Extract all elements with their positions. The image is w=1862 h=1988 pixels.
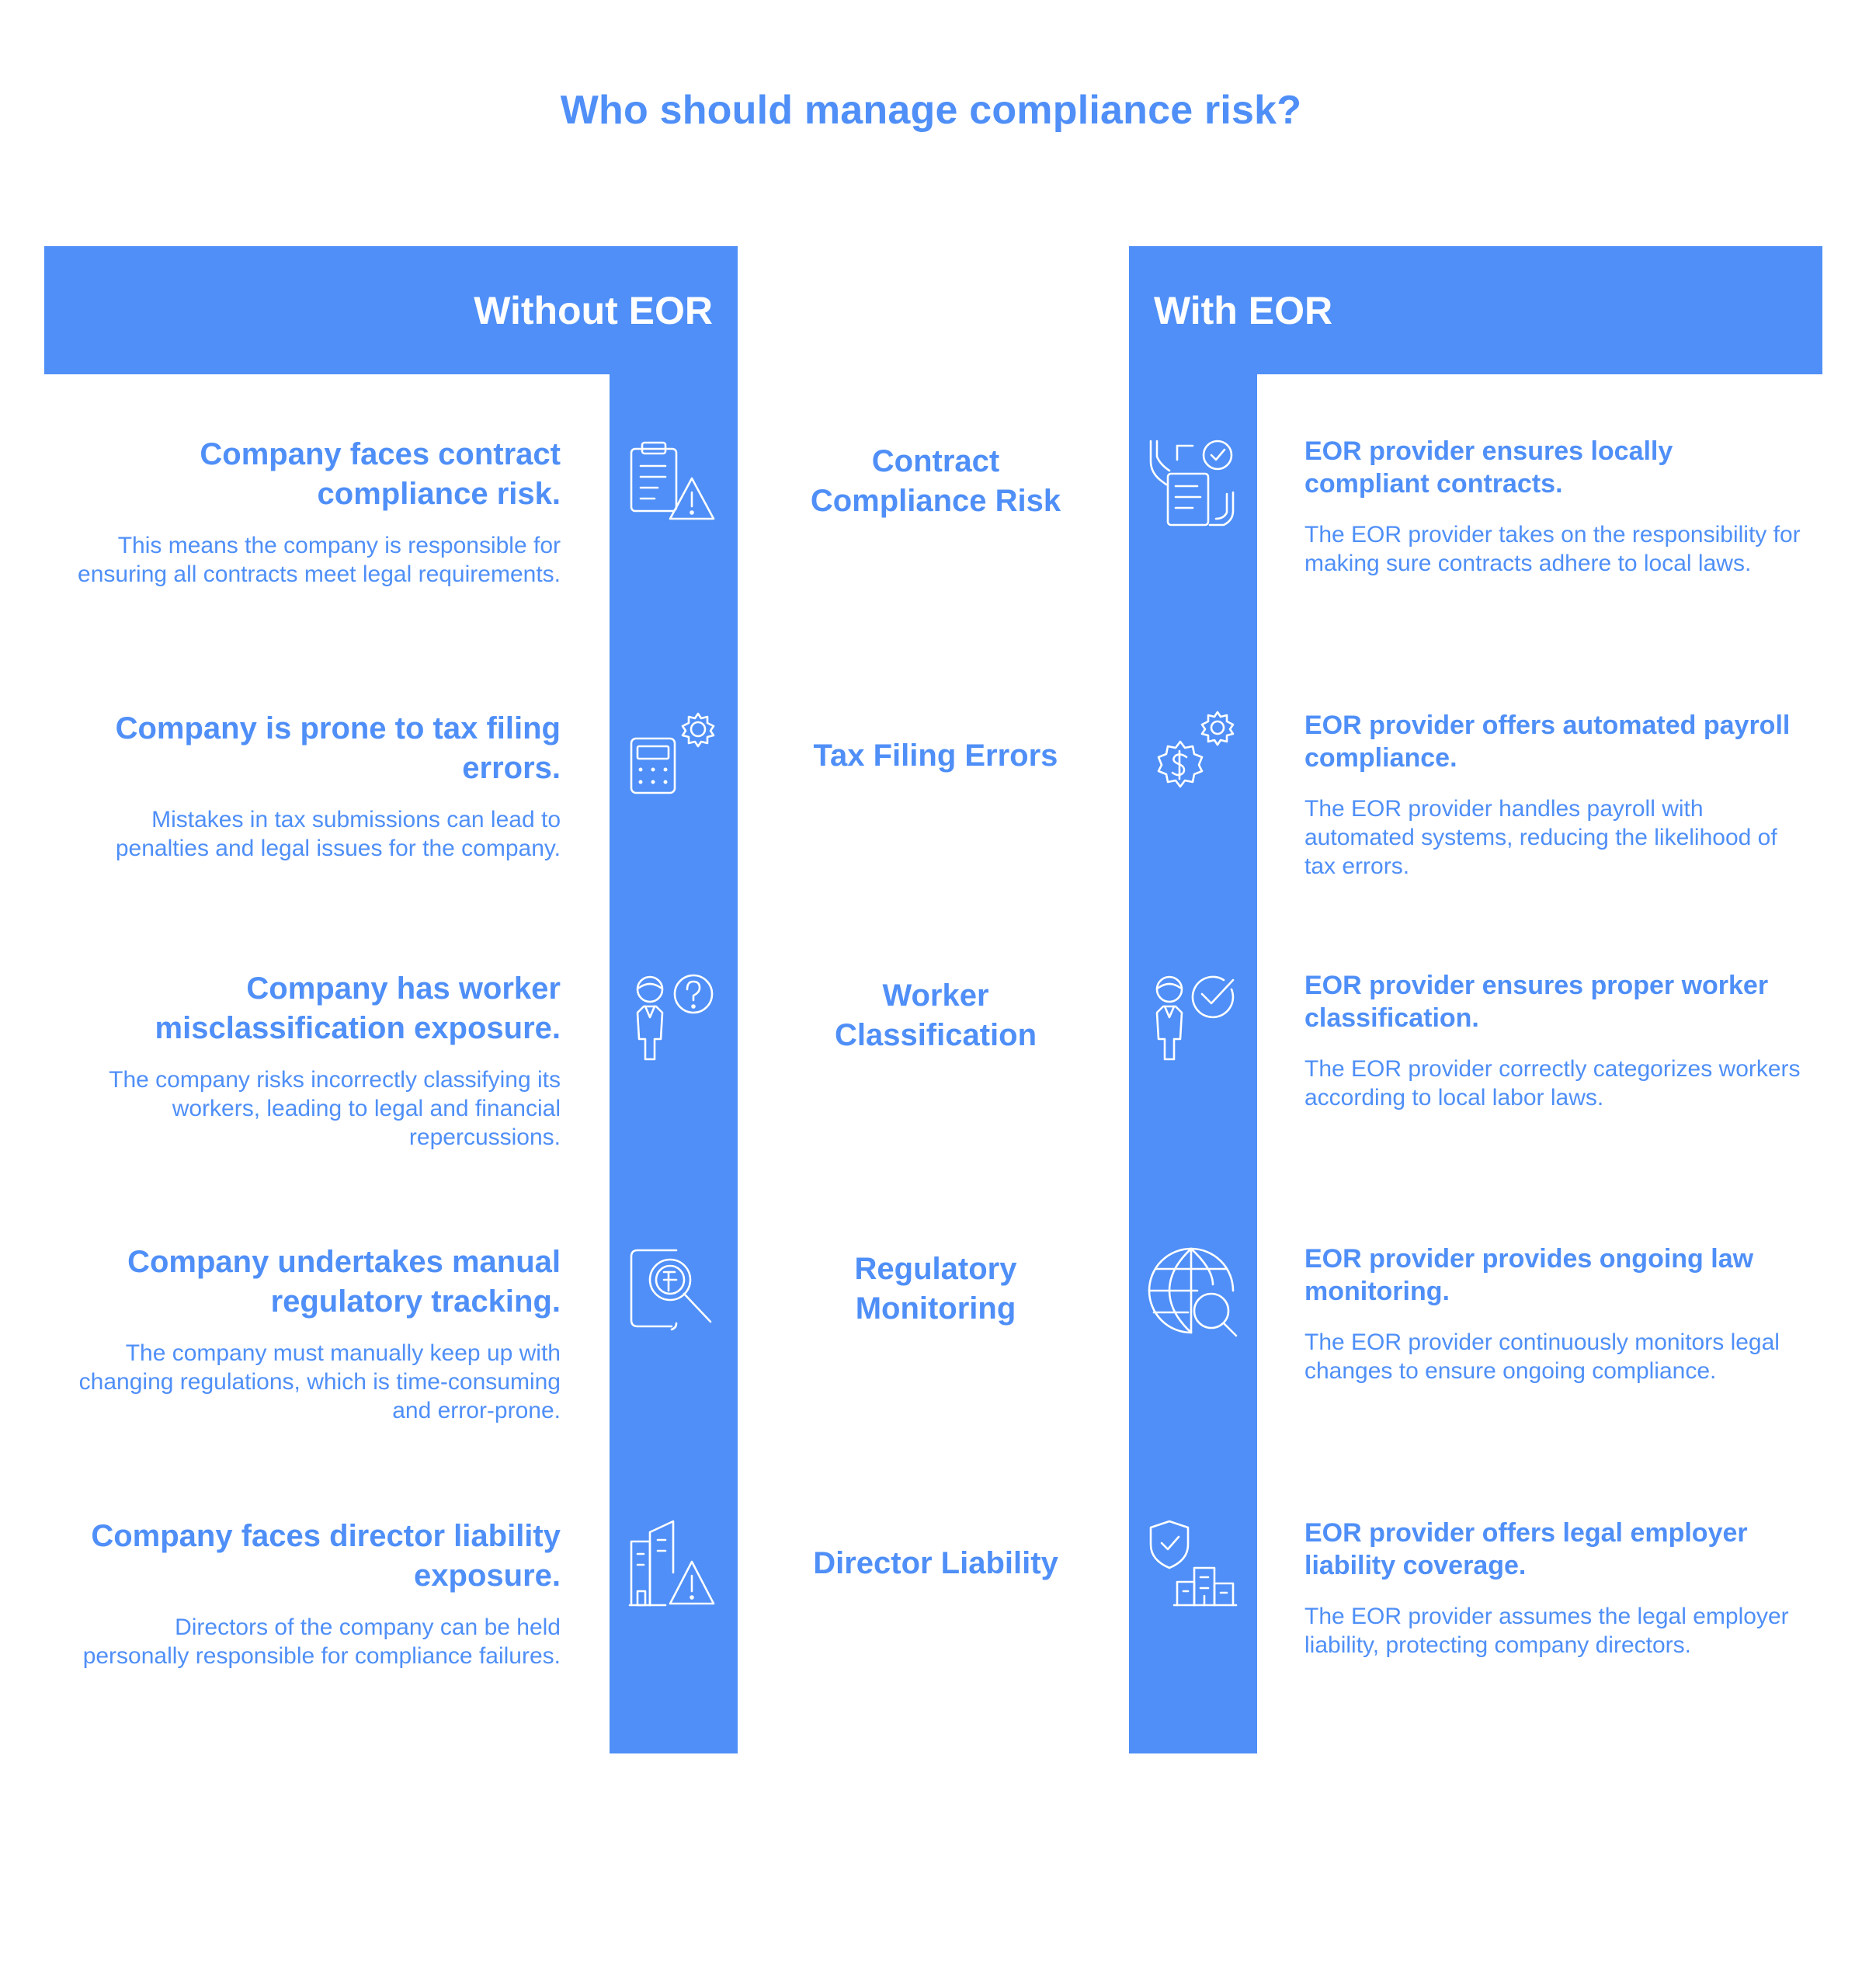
without-eor-item-title: Company faces director liability exposure. bbox=[91, 1519, 561, 1593]
without-eor-item-desc: Directors of the company can be held personally responsible for compliance failures. bbox=[82, 1614, 561, 1669]
without-eor-item-desc: Mistakes in tax submissions can lead to penalties and legal issues for the company. bbox=[115, 807, 561, 861]
without-eor-item-title: Company has worker misclassification exposure. bbox=[155, 971, 561, 1045]
hand-document-check-icon bbox=[1146, 438, 1239, 531]
worker-question-icon bbox=[627, 972, 720, 1065]
with-eor-item-desc: The EOR provider takes on the responsibility for making sure contracts adhere to local laws. bbox=[1304, 522, 1801, 576]
with-eor-item-desc: The EOR provider handles payroll with automated systems, reducing the likelihood of tax errors. bbox=[1304, 796, 1777, 879]
without-eor-item bbox=[70, 969, 561, 1152]
risk-category-label: Contract Compliance Risk bbox=[810, 444, 1061, 518]
worker-check-icon bbox=[1146, 972, 1239, 1065]
comparison-row-director bbox=[0, 1517, 1862, 1791]
without-eor-item-title: Company undertakes manual regulatory tracking. bbox=[127, 1245, 561, 1319]
without-eor-header-label: Without EOR bbox=[474, 288, 713, 332]
with-eor-item-desc: The EOR provider correctly categorizes workers according to local labor laws. bbox=[1304, 1056, 1801, 1110]
globe-search-icon bbox=[1146, 1246, 1239, 1339]
calculator-gear-icon bbox=[627, 707, 720, 801]
with-eor-header bbox=[1129, 246, 1822, 374]
with-eor-item-title: EOR provider ensures locally compliant contracts. bbox=[1304, 436, 1673, 499]
without-eor-item-desc: The company risks incorrectly classifying its workers, leading to legal and financial repercussions. bbox=[109, 1067, 561, 1150]
with-eor-item-title: EOR provider offers legal employer liability coverage. bbox=[1304, 1518, 1748, 1580]
without-eor-item bbox=[70, 709, 561, 863]
with-eor-item-title: EOR provider ensures proper worker classification. bbox=[1304, 971, 1769, 1033]
without-eor-item-title: Company faces contract compliance risk. bbox=[200, 437, 561, 511]
with-eor-item bbox=[1304, 435, 1801, 578]
with-eor-item bbox=[1304, 709, 1801, 881]
page-title: Who should manage compliance risk? bbox=[560, 88, 1302, 133]
comparison-row-contract bbox=[0, 435, 1862, 709]
without-eor-item-title: Company is prone to tax filing errors. bbox=[115, 711, 561, 785]
with-eor-item-title: EOR provider provides ongoing law monitoring. bbox=[1304, 1244, 1754, 1306]
document-search-icon bbox=[627, 1246, 720, 1339]
without-eor-item bbox=[70, 1242, 561, 1425]
with-eor-item bbox=[1304, 1517, 1801, 1660]
without-eor-item-desc: The company must manually keep up with changing regulations, which is time-consuming and error-prone. bbox=[78, 1340, 561, 1423]
without-eor-header bbox=[44, 246, 738, 374]
risk-category-label: Regulatory Monitoring bbox=[854, 1252, 1017, 1326]
with-eor-item-desc: The EOR provider continuously monitors legal changes to ensure ongoing compliance. bbox=[1304, 1329, 1780, 1384]
with-eor-item bbox=[1304, 1242, 1801, 1385]
comparison-row-regulatory bbox=[0, 1242, 1862, 1517]
comparison-row-tax bbox=[0, 709, 1862, 983]
with-eor-item-title: EOR provider offers automated payroll compliance. bbox=[1304, 711, 1791, 773]
without-eor-item bbox=[70, 1517, 561, 1670]
with-eor-item bbox=[1304, 969, 1801, 1112]
risk-category-label: Worker Classification bbox=[834, 978, 1037, 1052]
without-eor-item-desc: This means the company is responsible for ensuring all contracts meet legal requirements. bbox=[78, 533, 561, 587]
risk-category-label: Tax Filing Errors bbox=[813, 738, 1058, 773]
with-eor-item-desc: The EOR provider assumes the legal employer liability, protecting company directors. bbox=[1304, 1604, 1789, 1658]
without-eor-item bbox=[70, 435, 561, 589]
shield-buildings-icon bbox=[1146, 1518, 1239, 1611]
dollar-gears-icon bbox=[1146, 707, 1239, 801]
with-eor-header-label: With EOR bbox=[1154, 288, 1333, 332]
clipboard-warning-icon bbox=[627, 438, 720, 531]
risk-category-label: Director Liability bbox=[813, 1545, 1058, 1580]
buildings-warning-icon bbox=[627, 1518, 720, 1611]
comparison-row-worker bbox=[0, 969, 1862, 1243]
